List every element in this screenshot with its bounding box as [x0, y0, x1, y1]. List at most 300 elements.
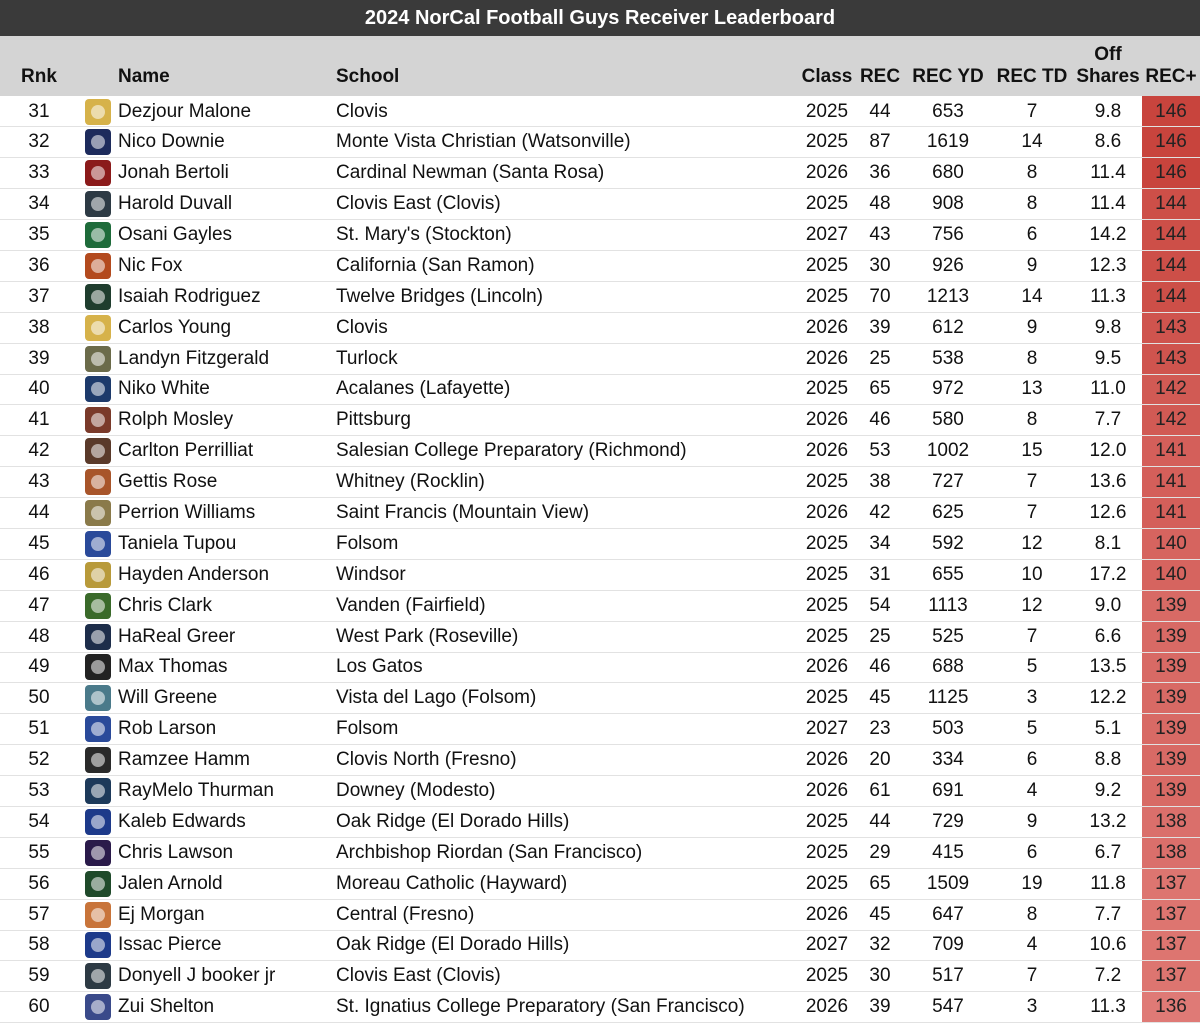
oak-ridge-trojan-logo	[85, 932, 111, 958]
logo-cell	[78, 992, 118, 1023]
table-row[interactable]	[0, 776, 1200, 807]
column-header-off-shares[interactable]: Off Shares	[1076, 44, 1140, 87]
rec-td-value: 8	[1026, 347, 1038, 369]
off-shares-value: 13.2	[1089, 810, 1127, 832]
off-shares-value: 12.6	[1089, 502, 1127, 524]
class-year: 2027	[805, 224, 849, 245]
school-name: Vista del Lago (Folsom)	[336, 687, 537, 709]
off-shares-value: 11.4	[1090, 162, 1126, 184]
school-name: Folsom	[336, 532, 399, 554]
school-name: Archbishop Riordan (San Francisco)	[336, 841, 643, 863]
rec-td-value: 12	[1021, 594, 1043, 616]
player-name[interactable]: Osani Gayles	[118, 224, 233, 245]
logo-cell	[78, 683, 118, 714]
rec-value: 42	[869, 502, 891, 524]
class-year: 2025	[805, 625, 849, 647]
rank-cell: 32	[28, 131, 50, 153]
rec-value: 20	[869, 749, 891, 771]
rec-td-value: 14	[1021, 131, 1043, 153]
rec-td-value: 7	[1026, 625, 1038, 647]
rec-yd-value: 647	[932, 903, 964, 925]
off-shares-value: 6.7	[1094, 841, 1122, 863]
leaderboard-body	[0, 96, 1200, 1023]
class-year: 2025	[805, 810, 849, 832]
rec-value: 39	[869, 996, 891, 1018]
logo-cell	[78, 559, 118, 590]
player-name[interactable]: RayMelo Thurman	[118, 780, 274, 802]
rec-plus-value: 141	[1142, 498, 1200, 529]
table-row[interactable]	[0, 436, 1200, 467]
leaderboard-table	[0, 36, 1200, 1023]
rec-value: 25	[869, 625, 891, 647]
rec-td-value: 5	[1026, 718, 1038, 740]
class-year: 2026	[805, 440, 849, 462]
rec-plus-value: 138	[1142, 837, 1200, 868]
player-name[interactable]: Rob Larson	[118, 718, 217, 740]
column-header-name[interactable]: Name	[118, 66, 170, 87]
rec-plus-value: 136	[1142, 992, 1200, 1023]
off-shares-value: 13.6	[1089, 471, 1127, 493]
off-shares-value: 9.8	[1094, 101, 1122, 123]
table-row[interactable]	[0, 930, 1200, 961]
rank-cell: 60	[28, 996, 50, 1018]
table-row[interactable]	[0, 127, 1200, 158]
rec-yd-value: 1002	[926, 440, 970, 462]
school-name: Central (Fresno)	[336, 903, 475, 925]
player-name[interactable]: HaReal Greer	[118, 625, 236, 647]
rec-value: 87	[869, 131, 891, 153]
downey-td-logo	[85, 778, 111, 804]
class-year: 2026	[805, 749, 849, 771]
leaderboard-title: 2024 NorCal Football Guys Receiver Leaderboard	[0, 0, 1200, 36]
clovis-east-timberwolf-logo	[85, 191, 111, 217]
logo-cell	[78, 714, 118, 745]
class-year: 2025	[805, 101, 849, 123]
turlock-bulldog-logo	[85, 346, 111, 372]
logo-cell	[78, 96, 118, 127]
rec-yd-value: 691	[932, 780, 964, 802]
off-shares-value: 6.6	[1094, 625, 1122, 647]
rec-value: 34	[869, 532, 891, 554]
rec-yd-value: 1113	[928, 594, 968, 616]
logo-cell	[78, 930, 118, 961]
player-name[interactable]: Isaiah Rodriguez	[118, 285, 261, 307]
school-name: Folsom	[336, 718, 399, 740]
rec-td-value: 19	[1021, 872, 1043, 894]
column-header-school[interactable]: School	[336, 66, 400, 87]
rec-plus-value: 144	[1142, 189, 1200, 220]
rank-cell: 42	[28, 440, 50, 462]
player-name[interactable]: Zui Shelton	[118, 996, 215, 1018]
rec-value: 45	[869, 687, 891, 709]
off-shares-value: 12.2	[1089, 687, 1127, 709]
player-name[interactable]: Dezjour Malone	[118, 101, 252, 123]
clovis-golden-eagle-logo	[85, 99, 111, 125]
rec-td-value: 9	[1026, 254, 1038, 276]
rec-td-value: 3	[1026, 996, 1038, 1018]
rec-plus-value: 140	[1142, 528, 1200, 559]
column-header-rec-td[interactable]: REC TD	[996, 66, 1068, 87]
player-name[interactable]: Rolph Mosley	[118, 409, 234, 431]
off-shares-value: 9.2	[1094, 780, 1122, 802]
school-name: Moreau Catholic (Hayward)	[336, 872, 568, 894]
rec-plus-value: 144	[1142, 281, 1200, 312]
logo-cell	[78, 467, 118, 498]
logo-cell	[78, 343, 118, 374]
table-row[interactable]	[0, 837, 1200, 868]
clovis-east-timberwolf-logo	[85, 963, 111, 989]
player-name[interactable]: Chris Clark	[118, 594, 212, 616]
player-name[interactable]: Hayden Anderson	[118, 563, 270, 585]
header-row	[0, 36, 1200, 96]
rec-value: 30	[869, 965, 891, 987]
rec-plus-value: 137	[1142, 868, 1200, 899]
off-shares-value: 11.0	[1090, 378, 1126, 400]
school-name: Monte Vista Christian (Watsonville)	[336, 131, 631, 153]
rec-td-value: 6	[1026, 749, 1038, 771]
rank-cell: 44	[28, 502, 50, 524]
rec-yd-value: 525	[932, 625, 964, 647]
rank-cell: 40	[28, 378, 50, 400]
table-row[interactable]	[0, 158, 1200, 189]
rank-cell: 51	[28, 718, 50, 740]
class-year: 2026	[805, 903, 849, 925]
player-name[interactable]: Issac Pierce	[118, 934, 222, 956]
rec-value: 46	[869, 409, 891, 431]
rec-plus-value: 139	[1142, 745, 1200, 776]
rank-cell: 57	[28, 903, 50, 925]
table-row[interactable]	[0, 652, 1200, 683]
rec-plus-value: 143	[1142, 312, 1200, 343]
rank-cell: 39	[28, 347, 50, 369]
table-row[interactable]	[0, 559, 1200, 590]
school-name: Whitney (Rocklin)	[336, 471, 485, 493]
rec-value: 70	[869, 285, 891, 307]
school-name: Saint Francis (Mountain View)	[336, 502, 590, 524]
rec-value: 65	[869, 378, 891, 400]
oak-ridge-trojan-logo	[85, 809, 111, 835]
rec-value: 44	[869, 810, 891, 832]
rec-value: 45	[869, 903, 891, 925]
rec-td-value: 8	[1026, 193, 1038, 215]
rec-value: 39	[869, 316, 891, 338]
off-shares-value: 11.3	[1090, 285, 1126, 307]
rank-cell: 41	[28, 409, 50, 431]
rec-yd-value: 503	[932, 718, 964, 740]
rec-value: 46	[869, 656, 891, 678]
table-row[interactable]	[0, 683, 1200, 714]
class-year: 2025	[805, 687, 849, 709]
school-name: Clovis East (Clovis)	[336, 965, 501, 987]
off-shares-value: 11.3	[1090, 996, 1126, 1018]
table-row[interactable]	[0, 961, 1200, 992]
rec-yd-value: 972	[932, 378, 964, 400]
table-row[interactable]	[0, 992, 1200, 1023]
class-year: 2025	[805, 285, 849, 307]
rec-plus-value: 137	[1142, 961, 1200, 992]
rank-cell: 45	[28, 532, 50, 554]
school-name: Clovis	[336, 316, 388, 338]
riordan-r-logo	[85, 840, 111, 866]
rec-yd-value: 688	[932, 656, 964, 678]
rec-value: 23	[869, 718, 891, 740]
logo-cell	[78, 436, 118, 467]
off-shares-value: 8.6	[1094, 131, 1122, 153]
rec-value: 43	[869, 224, 891, 245]
player-name[interactable]: Kaleb Edwards	[118, 810, 246, 832]
rec-yd-value: 729	[932, 810, 964, 832]
player-name[interactable]: Niko White	[118, 378, 210, 400]
column-header-rec-plus[interactable]: REC+	[1145, 66, 1197, 87]
class-year: 2026	[805, 347, 849, 369]
saint-francis-anchor-logo	[85, 500, 111, 526]
rec-value: 44	[869, 101, 891, 123]
rec-value: 36	[869, 162, 891, 184]
folsom-bulldog-logo	[85, 716, 111, 742]
logo-cell	[78, 528, 118, 559]
rec-plus-value: 141	[1142, 467, 1200, 498]
player-name[interactable]: Harold Duvall	[118, 193, 233, 215]
rec-td-value: 4	[1026, 934, 1038, 956]
player-name[interactable]: Nico Downie	[118, 131, 225, 153]
school-name: Los Gatos	[336, 656, 423, 678]
rec-value: 53	[869, 440, 891, 462]
table-row[interactable]	[0, 899, 1200, 930]
rank-cell: 43	[28, 471, 50, 493]
pittsburg-pirate-logo	[85, 407, 111, 433]
table-row[interactable]	[0, 220, 1200, 251]
table-row[interactable]	[0, 528, 1200, 559]
logo-cell	[78, 405, 118, 436]
rec-yd-value: 680	[932, 162, 964, 184]
rec-td-value: 10	[1021, 563, 1043, 585]
whitney-w-logo	[85, 469, 111, 495]
class-year: 2027	[805, 934, 849, 956]
rank-cell: 52	[28, 749, 50, 771]
off-shares-value: 7.7	[1094, 409, 1122, 431]
rank-cell: 37	[28, 285, 50, 307]
clovis-north-bronco-logo	[85, 747, 111, 773]
school-name: West Park (Roseville)	[336, 625, 519, 647]
rec-td-value: 14	[1021, 285, 1043, 307]
table-row[interactable]	[0, 621, 1200, 652]
rank-cell: 53	[28, 780, 50, 802]
rec-yd-value: 926	[932, 254, 964, 276]
table-row[interactable]	[0, 405, 1200, 436]
column-header-rec-yd[interactable]: REC YD	[912, 66, 984, 87]
rec-value: 61	[869, 780, 891, 802]
logo-cell	[78, 312, 118, 343]
rec-td-value: 12	[1021, 532, 1043, 554]
rec-yd-value: 1509	[926, 872, 970, 894]
rec-plus-value: 139	[1142, 714, 1200, 745]
rec-plus-value: 142	[1142, 405, 1200, 436]
rec-value: 32	[869, 934, 891, 956]
rank-cell: 47	[28, 594, 50, 616]
off-shares-value: 9.5	[1094, 347, 1122, 369]
logo-cell	[78, 776, 118, 807]
logo-cell	[78, 281, 118, 312]
off-shares-value: 8.8	[1094, 749, 1122, 771]
off-shares-value: 11.8	[1090, 872, 1126, 894]
rec-td-value: 7	[1026, 502, 1038, 524]
column-header-class[interactable]: Class	[801, 66, 853, 87]
rec-plus-value: 144	[1142, 250, 1200, 281]
player-name[interactable]: Landyn Fitzgerald	[118, 347, 270, 369]
rec-value: 25	[869, 347, 891, 369]
logo-cell	[78, 590, 118, 621]
class-year: 2026	[805, 409, 849, 431]
table-row[interactable]	[0, 96, 1200, 127]
school-name: Windsor	[336, 563, 406, 585]
monte-vista-mustang-logo	[85, 129, 111, 155]
rank-cell: 59	[28, 965, 50, 987]
class-year: 2025	[805, 131, 849, 153]
school-name: Cardinal Newman (Santa Rosa)	[336, 162, 605, 184]
rec-plus-value: 137	[1142, 899, 1200, 930]
rec-value: 31	[869, 563, 891, 585]
st-ignatius-logo	[85, 994, 111, 1020]
salesian-pride-logo	[85, 438, 111, 464]
rec-td-value: 8	[1026, 162, 1038, 184]
class-year: 2025	[805, 594, 849, 616]
rec-yd-value: 334	[932, 749, 964, 771]
rec-td-value: 9	[1026, 810, 1038, 832]
class-year: 2025	[805, 254, 849, 276]
table-row[interactable]	[0, 714, 1200, 745]
table-row[interactable]	[0, 374, 1200, 405]
twelve-bridges-logo	[85, 284, 111, 310]
table-row[interactable]	[0, 312, 1200, 343]
rank-cell: 46	[28, 563, 50, 585]
logo-cell	[78, 189, 118, 220]
off-shares-value: 12.0	[1089, 440, 1127, 462]
rank-cell: 54	[28, 810, 50, 832]
school-name: Acalanes (Lafayette)	[336, 378, 511, 400]
player-name[interactable]: Ej Morgan	[118, 903, 205, 925]
off-shares-value: 9.8	[1094, 316, 1122, 338]
table-row[interactable]	[0, 343, 1200, 374]
rank-cell: 38	[28, 316, 50, 338]
off-shares-value: 8.1	[1094, 532, 1122, 554]
rec-plus-value: 146	[1142, 127, 1200, 158]
logo-cell	[78, 652, 118, 683]
folsom-bulldog-logo	[85, 531, 111, 557]
rec-plus-value: 141	[1142, 436, 1200, 467]
table-row[interactable]	[0, 281, 1200, 312]
vista-del-lago-eagle-logo	[85, 685, 111, 711]
off-shares-value: 12.3	[1089, 254, 1127, 276]
class-year: 2025	[805, 563, 849, 585]
player-name[interactable]: Jalen Arnold	[118, 872, 223, 894]
rec-plus-value: 146	[1142, 96, 1200, 127]
player-name[interactable]: Nic Fox	[118, 254, 183, 276]
rec-td-value: 15	[1021, 440, 1043, 462]
rec-value: 54	[869, 594, 891, 616]
rec-yd-value: 908	[932, 193, 964, 215]
table-row[interactable]	[0, 467, 1200, 498]
player-name[interactable]: Carlton Perrilliat	[118, 440, 254, 462]
class-year: 2025	[805, 841, 849, 863]
player-name[interactable]: Taniela Tupou	[118, 532, 237, 554]
table-row[interactable]	[0, 189, 1200, 220]
player-name[interactable]: Will Greene	[118, 687, 218, 709]
rec-td-value: 6	[1026, 224, 1038, 245]
clovis-golden-eagle-logo	[85, 315, 111, 341]
rank-cell: 33	[28, 162, 50, 184]
rec-yd-value: 592	[932, 532, 964, 554]
rec-plus-value: 146	[1142, 158, 1200, 189]
player-name[interactable]: Chris Lawson	[118, 841, 234, 863]
rec-value: 65	[869, 872, 891, 894]
class-year: 2025	[805, 872, 849, 894]
player-name[interactable]: Carlos Young	[118, 316, 232, 338]
logo-cell	[78, 745, 118, 776]
off-shares-value: 9.0	[1094, 594, 1122, 616]
rank-cell: 48	[28, 625, 50, 647]
table-row[interactable]	[0, 250, 1200, 281]
player-name[interactable]: Perrion Williams	[118, 502, 256, 524]
rec-yd-value: 727	[932, 471, 964, 493]
table-row[interactable]	[0, 590, 1200, 621]
rec-plus-value: 139	[1142, 652, 1200, 683]
rec-yd-value: 756	[932, 224, 964, 245]
off-shares-value: 10.6	[1089, 934, 1127, 956]
school-name: Downey (Modesto)	[336, 780, 496, 802]
rec-plus-value: 139	[1142, 590, 1200, 621]
player-name[interactable]: Jonah Bertoli	[118, 162, 229, 184]
school-name: California (San Ramon)	[336, 254, 535, 276]
rec-value: 38	[869, 471, 891, 493]
player-name[interactable]: Max Thomas	[118, 656, 228, 678]
rec-td-value: 8	[1026, 903, 1038, 925]
rec-value: 30	[869, 254, 891, 276]
player-name[interactable]: Ramzee Hamm	[118, 749, 250, 771]
moreau-catholic-logo	[85, 871, 111, 897]
logo-cell	[78, 220, 118, 251]
rank-cell: 56	[28, 872, 50, 894]
table-row[interactable]	[0, 498, 1200, 529]
rec-td-value: 4	[1026, 780, 1038, 802]
player-name[interactable]: Donyell J booker jr	[118, 965, 276, 987]
table-row[interactable]	[0, 806, 1200, 837]
acalanes-a-logo	[85, 376, 111, 402]
class-year: 2025	[805, 378, 849, 400]
school-name: St. Mary's (Stockton)	[336, 224, 512, 245]
table-row[interactable]	[0, 745, 1200, 776]
rec-yd-value: 580	[932, 409, 964, 431]
rec-yd-value: 655	[932, 563, 964, 585]
player-name[interactable]: Gettis Rose	[118, 471, 218, 493]
column-header-rank[interactable]: Rnk	[21, 66, 57, 87]
rec-td-value: 9	[1026, 316, 1038, 338]
rec-yd-value: 547	[932, 996, 964, 1018]
table-row[interactable]	[0, 868, 1200, 899]
logo-cell	[78, 621, 118, 652]
rank-cell: 50	[28, 687, 50, 709]
class-year: 2025	[805, 193, 849, 215]
rec-value: 48	[869, 193, 891, 215]
logo-cell	[78, 868, 118, 899]
column-header-rec[interactable]: REC	[859, 66, 901, 87]
class-year: 2025	[805, 532, 849, 554]
school-name: Salesian College Preparatory (Richmond)	[336, 440, 687, 462]
rank-cell: 35	[28, 224, 50, 245]
class-year: 2025	[805, 471, 849, 493]
cardinal-newman-logo	[85, 160, 111, 186]
rec-plus-value: 137	[1142, 930, 1200, 961]
central-grizzly-logo	[85, 902, 111, 928]
